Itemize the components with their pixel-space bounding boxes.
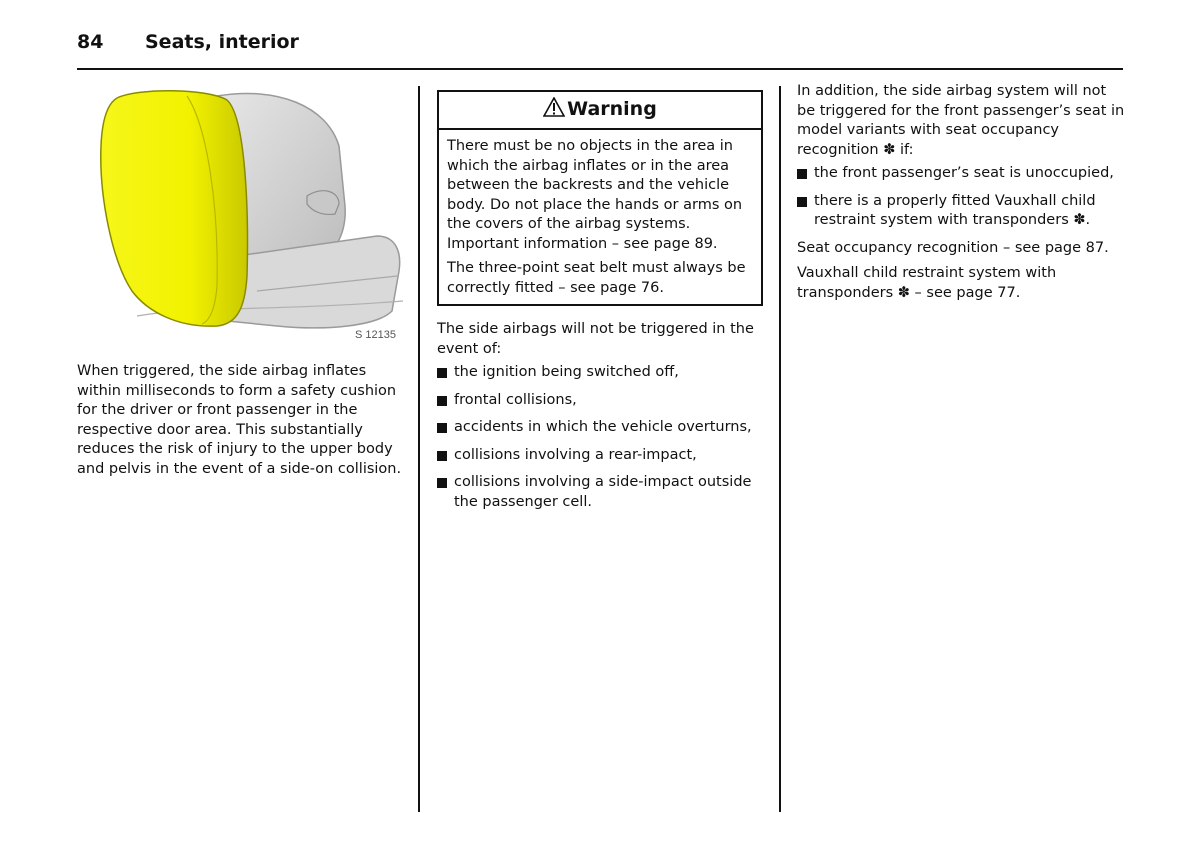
list-item: collisions involving a side-impact outside the passenger cell.	[437, 473, 765, 512]
list-item: collisions involving a rear-impact,	[437, 446, 765, 466]
list-item: the ignition being switched off,	[437, 363, 765, 383]
right-column	[797, 82, 1125, 309]
passenger-seat-intro: In addition, the side airbag system will not be triggered for the front passenger’s seat in model variants with seat occupancy recognition ✽ if:	[797, 83, 1125, 158]
warning-box	[437, 90, 763, 306]
seat-airbag-drawing	[77, 86, 404, 344]
warning-triangle-icon	[543, 94, 565, 128]
list-item: frontal collisions,	[437, 391, 765, 411]
page-header	[77, 28, 1123, 70]
list-item: accidents in which the vehicle overturns,	[437, 418, 765, 438]
warning-body	[439, 130, 761, 298]
seat-occupancy-reference: Seat occupancy recognition – see page 87.	[797, 239, 1109, 256]
section-title: Seats, interior	[145, 31, 299, 53]
passenger-conditions-list	[797, 164, 1125, 231]
list-item: there is a properly fitted Vauxhall child restraint system with transponders ✽.	[797, 192, 1125, 231]
airbag-description: When triggered, the side airbag inflates within milliseconds to form a safety cushion for the driver or front passenger in the respective door area. This substantially reduces the risk of injury to the upper body and pelvis in the event of a side-on collision.	[77, 363, 402, 477]
warning-title: Warning	[567, 98, 657, 120]
not-triggered-intro: The side airbags will not be triggered in the event of:	[437, 321, 754, 357]
not-triggered-list	[437, 363, 765, 512]
side-airbag-illustration	[77, 86, 404, 344]
column-divider-2	[779, 86, 781, 812]
child-restraint-reference: Vauxhall child restraint system with transponders ✽ – see page 77.	[797, 265, 1057, 301]
left-column	[77, 362, 403, 485]
figure-label: S 12135	[355, 329, 396, 341]
middle-column	[437, 320, 765, 520]
warning-paragraph: There must be no objects in the area in which the airbag inflates or in the area between the backrests and the vehicle body. Do not place the hands or arms on the covers of the airbag systems. Important information – see page 89.	[447, 138, 743, 252]
warning-paragraph: The three-point seat belt must always be correctly fitted – see page 76.	[447, 260, 746, 296]
page-number: 84	[77, 31, 104, 53]
column-divider-1	[418, 86, 420, 812]
list-item: the front passenger’s seat is unoccupied,	[797, 164, 1125, 184]
warning-heading	[439, 92, 761, 130]
